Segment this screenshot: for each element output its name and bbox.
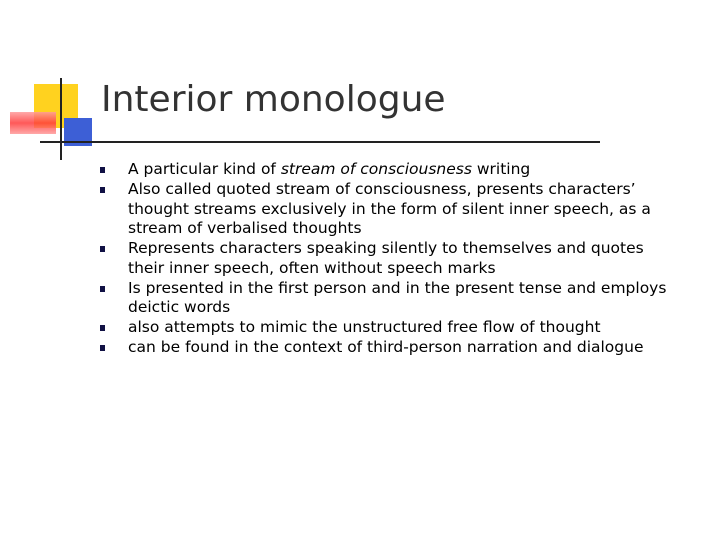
bullet-list — [100, 160, 680, 358]
bullet-text: Also called quoted stream of consciousness, presents characters’ thought streams exclusively in the form of silent inner speech, as a stream of verbalised thoughts — [128, 180, 651, 237]
bullet-item — [100, 160, 680, 180]
bullet-item — [100, 180, 680, 239]
square-bullet-icon — [100, 345, 105, 351]
decorative-vertical-line — [60, 78, 62, 160]
bullet-text: can be found in the context of third-person narration and dialogue — [128, 338, 644, 356]
bullet-text: Is presented in the first person and in the present tense and employs deictic words — [128, 278, 667, 316]
bullet-emphasis: stream of consciousness — [280, 160, 472, 178]
title-underline — [40, 141, 600, 143]
slide-title: Interior monologue — [101, 79, 446, 120]
square-bullet-icon — [100, 246, 105, 252]
decorative-red-bar — [10, 112, 56, 134]
bullet-item — [100, 318, 680, 338]
bullet-item — [100, 338, 680, 358]
square-bullet-icon — [100, 167, 105, 173]
square-bullet-icon — [100, 325, 105, 331]
bullet-text — [128, 160, 530, 178]
bullet-text: also attempts to mimic the unstructured free flow of thought — [128, 318, 601, 336]
square-bullet-icon — [100, 286, 105, 292]
bullet-text-part: A particular kind of — [128, 160, 281, 178]
square-bullet-icon — [100, 187, 105, 193]
bullet-item — [100, 239, 680, 278]
bullet-text: Represents characters speaking silently to themselves and quotes their inner speech, often without speech marks — [128, 239, 644, 277]
bullet-text-part: writing — [471, 160, 531, 178]
bullet-item — [100, 279, 680, 318]
